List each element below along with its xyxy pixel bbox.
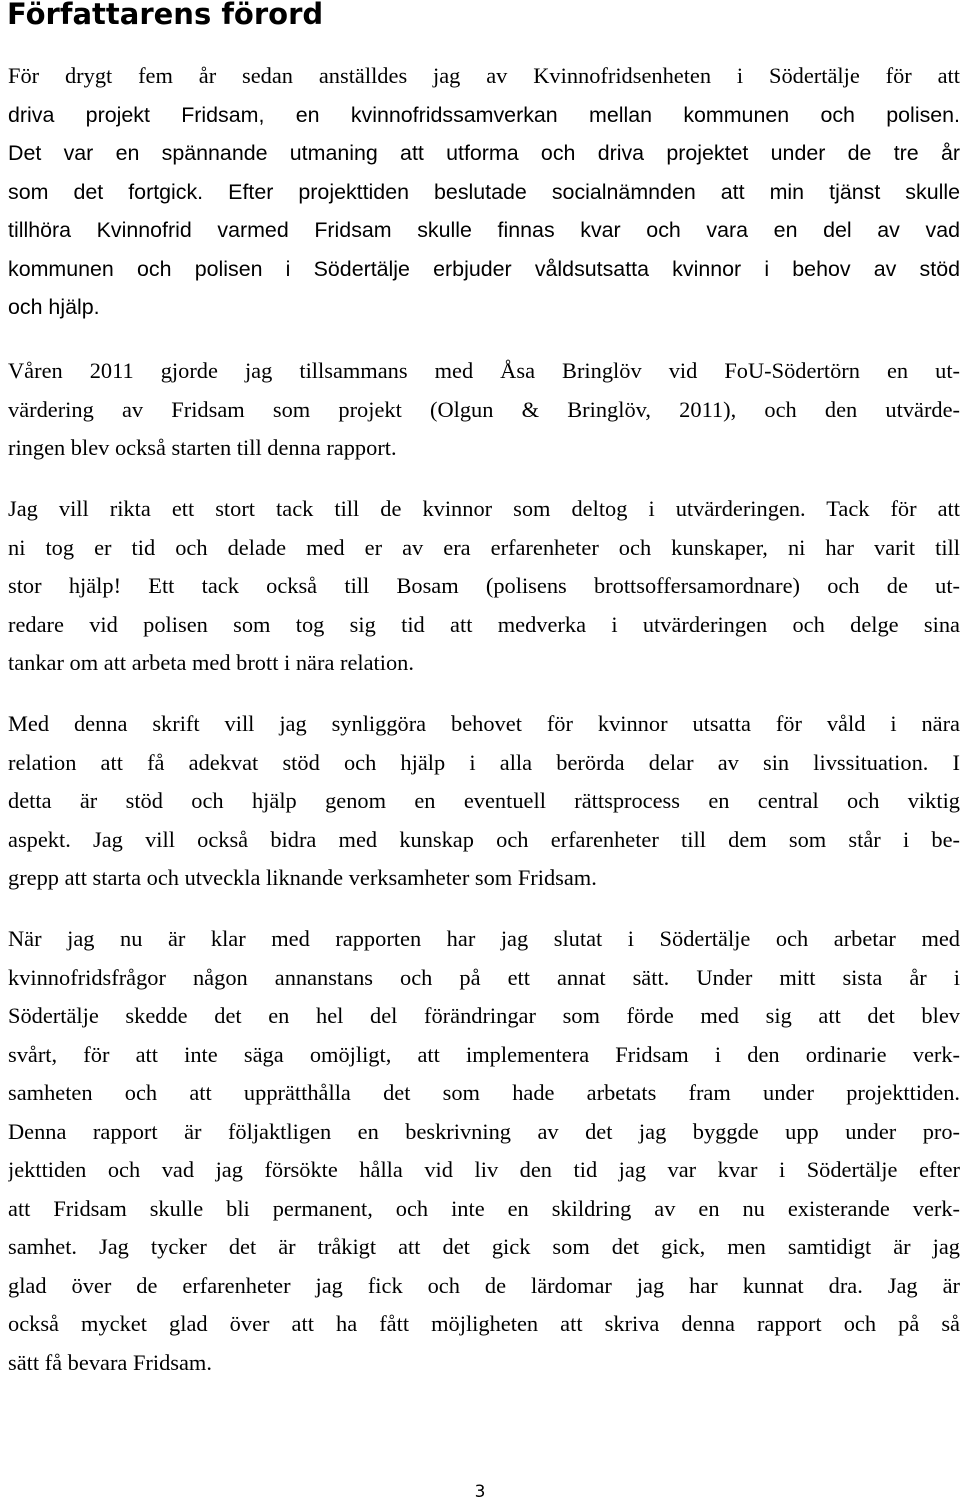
text-line: Det var en spännande utmaning att utforma och driva projektet under de tre år (8, 141, 960, 165)
text-line: ringen blev också starten till denna rapport. (8, 435, 397, 460)
page-title: Författarens förord (7, 0, 324, 31)
text-line: värdering av Fridsam som projekt (Olgun & Bringlöv, 2011), och den utvärde- (8, 396, 960, 422)
text-line: detta är stöd och hjälp genom en eventuell rättsprocess en central och viktig (8, 788, 960, 813)
text-line: tillhöra Kvinnofrid varmed Fridsam skulle finnas kvar och vara en del av vad (8, 218, 960, 242)
text-line: och hjälp. (8, 295, 100, 319)
text-line: grepp att starta och utveckla liknande verksamheter som Fridsam. (8, 865, 597, 890)
text-line: kommunen och polisen i Södertälje erbjuder våldsutsatta kvinnor i behov av stöd (8, 256, 960, 281)
text-line: Jag vill rikta ett stort tack till de kvinnor som deltog i utvärderingen. Tack för att (8, 496, 960, 521)
text-line: driva projekt Fridsam, en kvinnofridssamverkan mellan kommunen och polisen. (8, 102, 960, 127)
paragraph-3 (8, 490, 960, 683)
page-number: 3 (474, 1482, 486, 1502)
text-line: också mycket glad över att ha fått möjligheten att skriva denna rapport och på så (8, 1311, 960, 1336)
text-line: relation att få adekvat stöd och hjälp i alla berörda delar av sin livssituation. I (8, 749, 960, 775)
text-line: Denna rapport är följaktligen en beskrivning av det jag byggde upp under pro- (8, 1118, 960, 1144)
paragraph-5 (8, 920, 960, 1382)
text-line: ni tog er tid och delade med er av era erfarenheter och kunskaper, ni har varit till (8, 534, 960, 560)
text-line: Södertälje skedde det en hel del förändringar som förde med sig att det blev (8, 1003, 960, 1028)
text-line: tankar om att arbeta med brott i nära relation. (8, 650, 414, 675)
paragraph-1 (8, 57, 960, 327)
text-line: samheten och att upprätthålla det som hade arbetats fram under projekttiden. (8, 1080, 960, 1105)
text-line: glad över de erfarenheter jag fick och de lärdomar jag har kunnat dra. Jag är (8, 1272, 960, 1298)
paragraph-2 (8, 352, 960, 468)
text-line: Med denna skrift vill jag synliggöra behovet för kvinnor utsatta för våld i nära (8, 711, 960, 736)
paragraph-4 (8, 705, 960, 898)
text-line: som det fortgick. Efter projekttiden beslutade socialnämnden att min tjänst skulle (8, 179, 960, 204)
text-line: redare vid polisen som tog sig tid att medverka i utvärderingen och delge sina (8, 611, 960, 637)
text-line: svårt, för att inte säga omöjligt, att implementera Fridsam i den ordinarie verk- (8, 1041, 960, 1067)
text-line: När jag nu är klar med rapporten har jag slutat i Södertälje och arbetar med (8, 926, 960, 951)
text-line: att Fridsam skulle bli permanent, och inte en skildring av en nu existerande verk- (8, 1195, 960, 1221)
text-line: För drygt fem år sedan anställdes jag av Kvinnofridsenheten i Södertälje för att (8, 63, 960, 88)
text-line: Våren 2011 gjorde jag tillsammans med Åsa Bringlöv vid FoU-Södertörn en ut- (8, 358, 960, 383)
text-line: jekttiden och vad jag försökte hålla vid liv den tid jag var kvar i Södertälje efter (8, 1157, 960, 1182)
text-line: aspekt. Jag vill också bidra med kunskap och erfarenheter till dem som står i be- (8, 826, 960, 852)
text-line: sätt få bevara Fridsam. (8, 1349, 212, 1375)
text-line: stor hjälp! Ett tack också till Bosam (polisens brottsoffersamordnare) och de ut- (8, 573, 960, 598)
text-line: kvinnofridsfrågor någon annanstans och på ett annat sätt. Under mitt sista år i (8, 964, 960, 990)
text-line: samhet. Jag tycker det är tråkigt att det gick som det gick, men samtidigt är jag (8, 1234, 960, 1259)
